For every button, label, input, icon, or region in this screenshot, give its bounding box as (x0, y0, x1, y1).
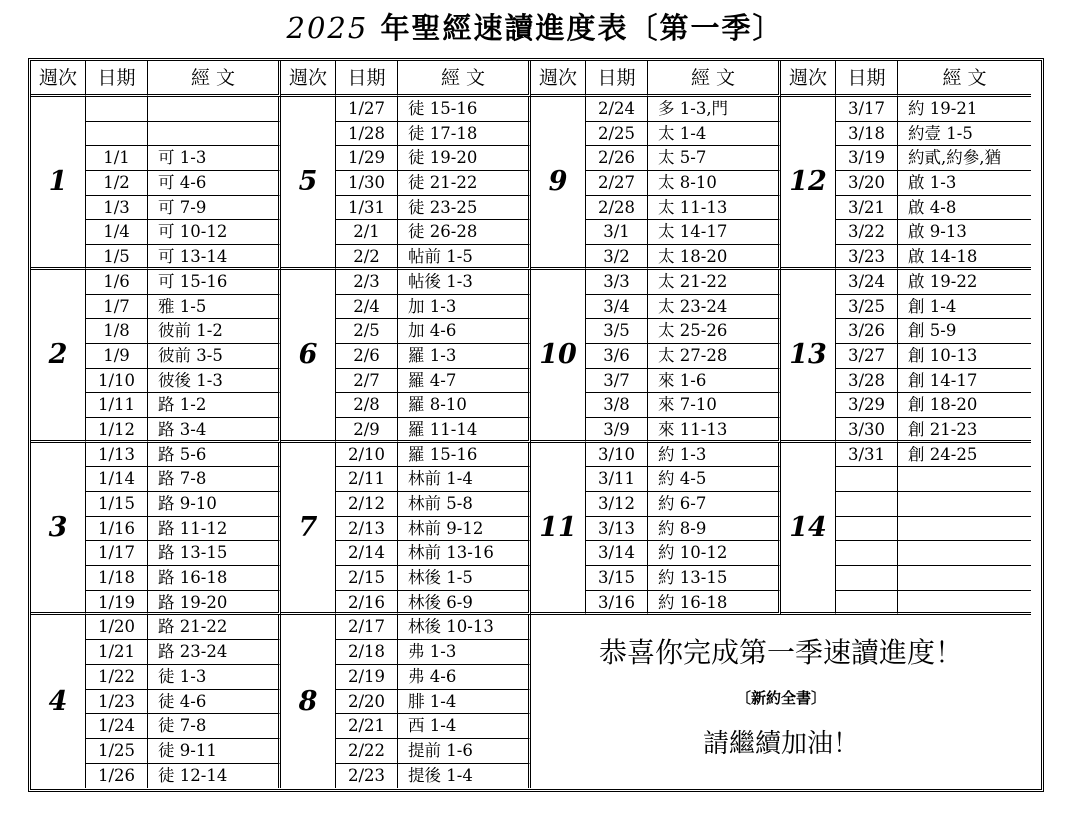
scripture-cell: 約 6-7 (648, 492, 781, 517)
date-cell: 2/24 (586, 97, 648, 122)
date-cell: 2/8 (336, 393, 398, 418)
date-cell: 1/3 (86, 196, 148, 221)
scripture-cell: 彼前 3-5 (148, 344, 281, 369)
date-header: 日期 (336, 61, 398, 97)
scripture-cell: 約壹 1-5 (898, 122, 1031, 147)
week-number: 7 (281, 443, 336, 616)
date-cell (836, 541, 898, 566)
date-cell: 3/17 (836, 97, 898, 122)
date-cell: 2/6 (336, 344, 398, 369)
scripture-cell: 徒 19-20 (398, 146, 531, 171)
date-cell: 2/21 (336, 714, 398, 739)
date-cell: 3/26 (836, 319, 898, 344)
scripture-cell: 創 21-23 (898, 418, 1031, 443)
date-cell (836, 467, 898, 492)
scripture-cell: 約 16-18 (648, 591, 781, 616)
date-cell: 3/21 (836, 196, 898, 221)
scripture-cell: 路 16-18 (148, 566, 281, 591)
scripture-cell (898, 467, 1031, 492)
week-header: 週次 (531, 61, 586, 97)
title-year: 2025 (286, 11, 369, 45)
scripture-cell: 路 5-6 (148, 443, 281, 468)
scripture-cell: 西 1-4 (398, 714, 531, 739)
scripture-cell: 徒 15-16 (398, 97, 531, 122)
week-number: 12 (781, 97, 836, 270)
date-cell: 1/18 (86, 566, 148, 591)
date-cell: 3/24 (836, 270, 898, 295)
date-cell: 1/4 (86, 220, 148, 245)
scripture-cell: 創 14-17 (898, 369, 1031, 394)
date-cell: 3/13 (586, 517, 648, 542)
date-cell: 2/27 (586, 171, 648, 196)
scripture-cell: 太 5-7 (648, 146, 781, 171)
date-cell: 3/8 (586, 393, 648, 418)
scripture-cell: 太 21-22 (648, 270, 781, 295)
scripture-cell: 路 11-12 (148, 517, 281, 542)
testament-label: 〔新約全書〕 (735, 689, 826, 708)
scripture-cell: 啟 14-18 (898, 245, 1031, 270)
scripture-cell (898, 517, 1031, 542)
scripture-cell: 路 3-4 (148, 418, 281, 443)
date-cell: 1/14 (86, 467, 148, 492)
date-cell: 3/11 (586, 467, 648, 492)
date-cell: 3/22 (836, 220, 898, 245)
date-cell: 3/10 (586, 443, 648, 468)
date-cell: 2/25 (586, 122, 648, 147)
scripture-cell: 創 24-25 (898, 443, 1031, 468)
week-header: 週次 (281, 61, 336, 97)
scripture-cell: 啟 9-13 (898, 220, 1031, 245)
scripture-cell (898, 566, 1031, 591)
date-header: 日期 (86, 61, 148, 97)
scripture-cell: 約 13-15 (648, 566, 781, 591)
scripture-cell: 來 1-6 (648, 369, 781, 394)
scripture-cell: 可 4-6 (148, 171, 281, 196)
date-header: 日期 (836, 61, 898, 97)
congrats-line: 恭喜你完成第一季速讀進度！ (598, 636, 963, 670)
scripture-cell: 林前 9-12 (398, 517, 531, 542)
week-number: 13 (781, 270, 836, 443)
scripture-cell: 腓 1-4 (398, 690, 531, 715)
scripture-cell: 雅 1-5 (148, 295, 281, 320)
date-cell: 1/31 (336, 196, 398, 221)
week-number: 4 (31, 615, 86, 788)
date-cell: 2/7 (336, 369, 398, 394)
date-cell: 3/20 (836, 171, 898, 196)
date-cell: 1/15 (86, 492, 148, 517)
scripture-header: 經 文 (648, 61, 781, 97)
scripture-header: 經 文 (898, 61, 1031, 97)
scripture-cell: 啟 1-3 (898, 171, 1031, 196)
scripture-cell: 林前 13-16 (398, 541, 531, 566)
congrats-message (531, 615, 1031, 788)
date-cell: 1/16 (86, 517, 148, 542)
week-number: 14 (781, 443, 836, 616)
scripture-cell: 徒 26-28 (398, 220, 531, 245)
date-cell: 1/9 (86, 344, 148, 369)
date-cell: 2/22 (336, 739, 398, 764)
scripture-cell: 徒 12-14 (148, 764, 281, 789)
scripture-cell: 太 18-20 (648, 245, 781, 270)
scripture-cell: 羅 8-10 (398, 393, 531, 418)
scripture-cell: 徒 1-3 (148, 665, 281, 690)
scripture-cell: 弗 1-3 (398, 640, 531, 665)
scripture-cell: 林後 1-5 (398, 566, 531, 591)
date-cell: 3/14 (586, 541, 648, 566)
date-cell: 1/26 (86, 764, 148, 789)
date-cell: 2/11 (336, 467, 398, 492)
scripture-cell: 徒 4-6 (148, 690, 281, 715)
date-cell: 2/5 (336, 319, 398, 344)
date-header: 日期 (586, 61, 648, 97)
scripture-cell: 路 1-2 (148, 393, 281, 418)
date-cell: 2/20 (336, 690, 398, 715)
week-header: 週次 (31, 61, 86, 97)
date-cell: 2/26 (586, 146, 648, 171)
date-cell: 2/12 (336, 492, 398, 517)
date-cell: 1/17 (86, 541, 148, 566)
date-cell: 1/22 (86, 665, 148, 690)
scripture-cell: 約 1-3 (648, 443, 781, 468)
date-cell (836, 591, 898, 616)
week-number: 8 (281, 615, 336, 788)
week-number: 2 (31, 270, 86, 443)
scripture-cell: 路 21-22 (148, 615, 281, 640)
date-cell: 3/19 (836, 146, 898, 171)
scripture-cell: 加 4-6 (398, 319, 531, 344)
date-cell: 1/12 (86, 418, 148, 443)
date-cell: 2/18 (336, 640, 398, 665)
scripture-cell: 約 19-21 (898, 97, 1031, 122)
date-cell (836, 566, 898, 591)
scripture-cell: 約 4-5 (648, 467, 781, 492)
date-cell: 1/29 (336, 146, 398, 171)
scripture-cell: 創 1-4 (898, 295, 1031, 320)
date-cell: 1/21 (86, 640, 148, 665)
date-cell: 2/4 (336, 295, 398, 320)
week-number: 10 (531, 270, 586, 443)
scripture-cell (898, 492, 1031, 517)
date-cell: 1/11 (86, 393, 148, 418)
scripture-cell: 彼前 1-2 (148, 319, 281, 344)
date-cell: 3/18 (836, 122, 898, 147)
date-cell: 1/23 (86, 690, 148, 715)
date-cell: 2/17 (336, 615, 398, 640)
date-cell: 2/13 (336, 517, 398, 542)
scripture-cell: 羅 11-14 (398, 418, 531, 443)
scripture-cell: 徒 23-25 (398, 196, 531, 221)
date-cell: 2/28 (586, 196, 648, 221)
week-number: 9 (531, 97, 586, 270)
scripture-cell: 啟 19-22 (898, 270, 1031, 295)
date-cell: 1/24 (86, 714, 148, 739)
scripture-cell: 林後 10-13 (398, 615, 531, 640)
scripture-cell: 帖前 1-5 (398, 245, 531, 270)
date-cell: 2/9 (336, 418, 398, 443)
date-cell: 3/5 (586, 319, 648, 344)
date-cell: 1/2 (86, 171, 148, 196)
date-cell: 1/20 (86, 615, 148, 640)
scripture-cell: 路 9-10 (148, 492, 281, 517)
scripture-cell: 可 10-12 (148, 220, 281, 245)
date-cell: 3/29 (836, 393, 898, 418)
date-cell: 2/19 (336, 665, 398, 690)
date-cell: 3/12 (586, 492, 648, 517)
date-cell: 3/1 (586, 220, 648, 245)
scripture-cell: 來 11-13 (648, 418, 781, 443)
date-cell: 1/28 (336, 122, 398, 147)
title-text: 年聖經速讀進度表〔第一季〕 (380, 11, 784, 45)
scripture-cell: 可 15-16 (148, 270, 281, 295)
date-cell: 3/2 (586, 245, 648, 270)
scripture-cell: 太 8-10 (648, 171, 781, 196)
date-cell: 3/27 (836, 344, 898, 369)
week-number: 1 (31, 97, 86, 270)
scripture-cell: 路 7-8 (148, 467, 281, 492)
week-header: 週次 (781, 61, 836, 97)
date-cell: 2/16 (336, 591, 398, 616)
scripture-cell: 創 10-13 (898, 344, 1031, 369)
scripture-cell: 提後 1-4 (398, 764, 531, 789)
scripture-cell: 可 1-3 (148, 146, 281, 171)
date-cell: 3/28 (836, 369, 898, 394)
date-cell: 1/7 (86, 295, 148, 320)
date-cell: 2/2 (336, 245, 398, 270)
scripture-cell: 帖後 1-3 (398, 270, 531, 295)
date-cell: 1/13 (86, 443, 148, 468)
scripture-cell: 約貳,約參,猶 (898, 146, 1031, 171)
scripture-cell: 約 10-12 (648, 541, 781, 566)
date-cell: 2/23 (336, 764, 398, 789)
date-cell: 3/30 (836, 418, 898, 443)
scripture-cell: 徒 7-8 (148, 714, 281, 739)
date-cell: 2/14 (336, 541, 398, 566)
scripture-cell: 徒 17-18 (398, 122, 531, 147)
date-cell: 1/8 (86, 319, 148, 344)
date-cell: 3/7 (586, 369, 648, 394)
scripture-cell: 路 19-20 (148, 591, 281, 616)
scripture-cell: 創 18-20 (898, 393, 1031, 418)
date-cell: 1/10 (86, 369, 148, 394)
date-cell (836, 517, 898, 542)
scripture-cell: 約 8-9 (648, 517, 781, 542)
scripture-cell: 林後 6-9 (398, 591, 531, 616)
scripture-cell: 太 11-13 (648, 196, 781, 221)
scripture-cell: 弗 4-6 (398, 665, 531, 690)
scripture-cell: 羅 1-3 (398, 344, 531, 369)
scripture-cell: 羅 4-7 (398, 369, 531, 394)
date-cell: 1/1 (86, 146, 148, 171)
date-cell: 1/30 (336, 171, 398, 196)
scripture-header: 經 文 (148, 61, 281, 97)
scripture-cell: 彼後 1-3 (148, 369, 281, 394)
date-cell: 2/15 (336, 566, 398, 591)
date-cell: 3/16 (586, 591, 648, 616)
scripture-cell: 太 27-28 (648, 344, 781, 369)
scripture-cell: 路 23-24 (148, 640, 281, 665)
week-number: 3 (31, 443, 86, 616)
scripture-cell: 林前 1-4 (398, 467, 531, 492)
scripture-cell: 加 1-3 (398, 295, 531, 320)
date-cell: 1/6 (86, 270, 148, 295)
scripture-cell: 太 25-26 (648, 319, 781, 344)
scripture-cell: 可 13-14 (148, 245, 281, 270)
date-cell: 2/3 (336, 270, 398, 295)
date-cell: 1/19 (86, 591, 148, 616)
scripture-cell: 林前 5-8 (398, 492, 531, 517)
scripture-cell: 徒 9-11 (148, 739, 281, 764)
date-cell: 1/5 (86, 245, 148, 270)
schedule-table (28, 58, 1044, 792)
scripture-cell (148, 97, 281, 122)
scripture-cell: 可 7-9 (148, 196, 281, 221)
scripture-cell: 路 13-15 (148, 541, 281, 566)
date-cell: 3/15 (586, 566, 648, 591)
week-number: 11 (531, 443, 586, 616)
scripture-cell: 太 1-4 (648, 122, 781, 147)
scripture-cell: 創 5-9 (898, 319, 1031, 344)
page-title (0, 6, 1070, 47)
date-cell (836, 492, 898, 517)
date-cell: 2/1 (336, 220, 398, 245)
date-cell: 3/3 (586, 270, 648, 295)
scripture-cell: 羅 15-16 (398, 443, 531, 468)
scripture-header: 經 文 (398, 61, 531, 97)
date-cell: 3/4 (586, 295, 648, 320)
scripture-cell (148, 122, 281, 147)
week-number: 6 (281, 270, 336, 443)
scripture-cell: 太 23-24 (648, 295, 781, 320)
date-cell: 2/10 (336, 443, 398, 468)
scripture-cell: 多 1-3,門 (648, 97, 781, 122)
date-cell: 3/31 (836, 443, 898, 468)
date-cell: 3/6 (586, 344, 648, 369)
scripture-cell: 提前 1-6 (398, 739, 531, 764)
date-cell: 1/27 (336, 97, 398, 122)
scripture-cell: 太 14-17 (648, 220, 781, 245)
date-cell (86, 97, 148, 122)
date-cell: 1/25 (86, 739, 148, 764)
scripture-cell: 來 7-10 (648, 393, 781, 418)
date-cell: 3/9 (586, 418, 648, 443)
scripture-cell: 徒 21-22 (398, 171, 531, 196)
date-cell: 3/25 (836, 295, 898, 320)
scripture-cell (898, 541, 1031, 566)
date-cell (86, 122, 148, 147)
scripture-cell (898, 591, 1031, 616)
schedule-grid (31, 61, 1041, 789)
week-number: 5 (281, 97, 336, 270)
scripture-cell: 啟 4-8 (898, 196, 1031, 221)
date-cell: 3/23 (836, 245, 898, 270)
encourage-line: 請繼續加油！ (702, 729, 859, 760)
